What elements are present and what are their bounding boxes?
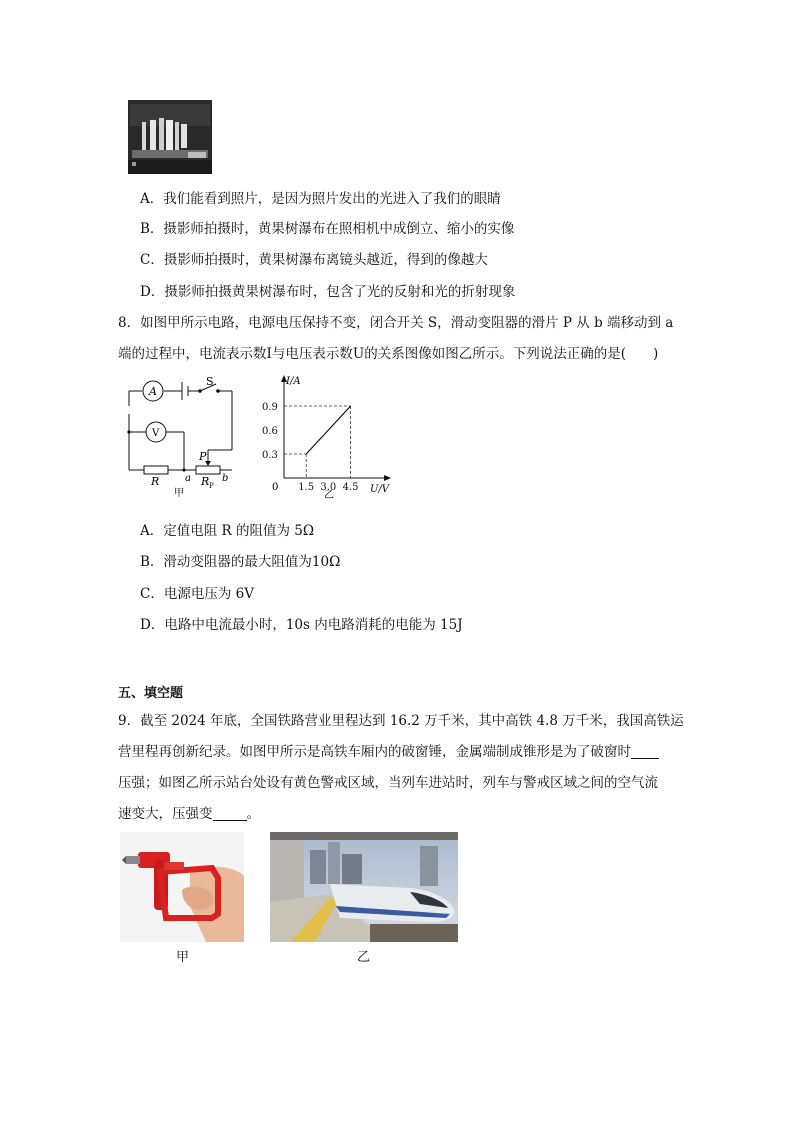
chart-series-line: [306, 406, 350, 454]
rheostat-subscript: P: [209, 482, 214, 490]
slider-label: P: [199, 450, 207, 463]
chart-x-tick-label: 4.5: [342, 482, 359, 493]
chart-y-label: I/A: [286, 376, 301, 387]
high-speed-train-photo: [270, 832, 458, 942]
chart-x-label: U/V: [370, 484, 390, 495]
q7-option-a: A．我们能看到照片，是因为照片发出的光进入了我们的眼睛: [140, 191, 501, 207]
q8-option-b: B．滑动变阻器的最大阻值为10Ω: [140, 554, 341, 570]
voltmeter-label: V: [152, 428, 160, 439]
hammer-caption: 甲: [176, 950, 190, 965]
q7-option-d: D．摄影师拍摄黄果树瀑布时，包含了光的反射和光的折射现象: [140, 284, 516, 300]
q9-line3: 压强；如图乙所示站台处设有黄色警戒区域，当列车进站时，列车与警戒区域之间的空气流: [118, 775, 658, 791]
point-a-label: a: [185, 473, 191, 484]
chart-y-tick-label: 0.9: [262, 402, 278, 413]
iu-chart: [262, 370, 402, 500]
chart-y-tick-label: 0.3: [262, 450, 278, 461]
q9-answer-blank-1[interactable]: [631, 744, 659, 759]
section-title: 五、填空题: [118, 686, 184, 701]
ammeter-label: A: [149, 385, 157, 398]
q8-option-c: C．电源电压为 6V: [140, 586, 254, 602]
chart-caption: 乙: [324, 490, 334, 500]
rheostat-label: R: [201, 475, 210, 488]
chart-x-tick-label: 3.0: [320, 482, 337, 493]
q9-line2-text: 营里程再创新纪录。如图甲所示是高铁车厢内的破窗锤，金属端制成锥形是为了破窗时: [118, 744, 631, 760]
circuit-diagram: [122, 374, 242, 499]
q7-option-b: B．摄影师拍摄时，黄果树瀑布在照相机中成倒立、缩小的实像: [140, 221, 515, 237]
circuit-caption: 甲: [174, 488, 184, 499]
q9-line4-end: 。: [246, 806, 260, 822]
switch-label: S: [206, 375, 214, 388]
q9-line4: [118, 802, 260, 822]
point-b-label: b: [222, 473, 229, 484]
q8-option-d: D．电路中电流最小时，10s 内电路消耗的电能为 15J: [140, 617, 463, 633]
resistor-label: R: [151, 475, 160, 488]
chart-y-tick-label: 0.6: [262, 426, 278, 437]
train-caption: 乙: [357, 950, 371, 965]
q8-option-a: A．定值电阻 R 的阻值为 5Ω: [140, 523, 315, 539]
waterfall-photo: [128, 100, 212, 174]
q9-line1: 9．截至 2024 年底，全国铁路营业里程达到 16.2 万千米，其中高铁 4.8 万千米，我国高铁运: [118, 713, 684, 729]
q9-line4-text: 速变大，压强变: [118, 806, 213, 822]
q7-option-c: C．摄影师拍摄时，黄果树瀑布离镜头越近，得到的像越大: [140, 252, 488, 268]
q9-answer-blank-2[interactable]: [213, 806, 247, 821]
q9-line2: [118, 740, 659, 760]
chart-origin-label: 0: [272, 482, 279, 493]
q8-stem-line2: 端的过程中，电流表示数I与电压表示数U的关系图像如图乙所示。下列说法正确的是( ): [118, 346, 659, 362]
safety-hammer-photo: [120, 832, 244, 942]
chart-x-tick-label: 1.5: [298, 482, 315, 493]
q8-stem-line1: 8．如图甲所示电路，电源电压保持不变，闭合开关 S，滑动变阻器的滑片 P 从 b 端移动到 a: [118, 315, 674, 331]
